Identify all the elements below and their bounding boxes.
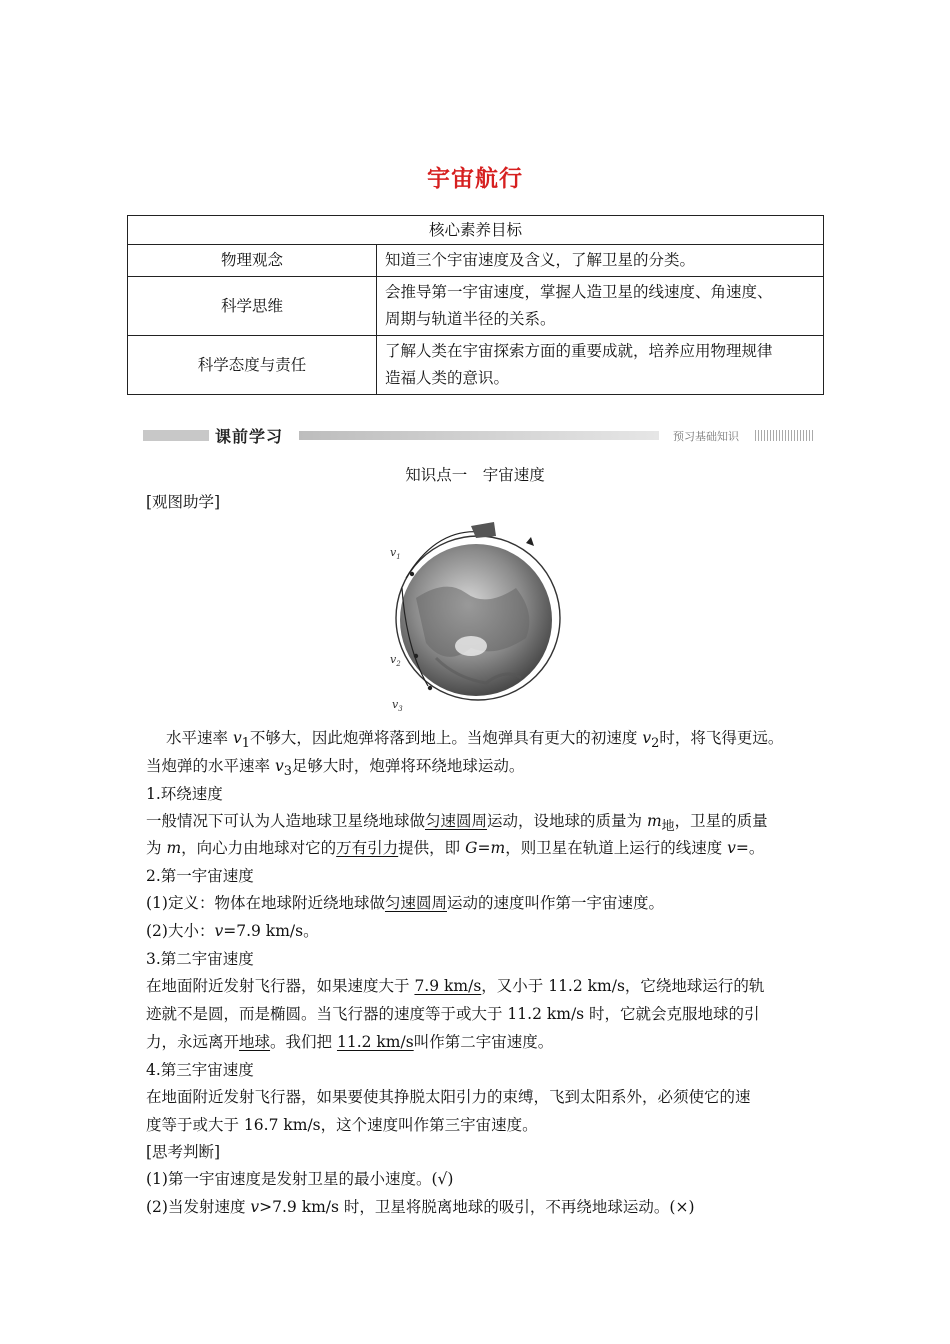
goal-label: 科学态度与责任 bbox=[128, 336, 377, 395]
heading-2: 2.第一宇宙速度 bbox=[146, 867, 254, 885]
paragraph-intro-2: 当炮弹的水平速率 $v_3$足够大时，炮弹将环绕地球运动。 bbox=[146, 757, 525, 780]
banner-left-bar bbox=[143, 430, 209, 441]
orbit-speed-line-2: 为 m，向心力由地球对它的万有引力提供，即 G=m，则卫星在轨道上运行的线速度 v=。 bbox=[146, 839, 765, 857]
earth-orbit-illustration bbox=[376, 518, 576, 718]
core-goals-table bbox=[127, 215, 824, 395]
first-speed-value: (2)大小：v=7.9 km/s。 bbox=[146, 922, 319, 940]
first-speed-definition: (1)定义：物体在地球附近绕地球做匀速圆周运动的速度叫作第一宇宙速度。 bbox=[146, 894, 664, 912]
orbit-figure bbox=[376, 518, 576, 718]
label-v2: $v_2$ bbox=[390, 653, 401, 668]
label-v1: $v_1$ bbox=[390, 546, 401, 561]
goal-text: 了解人类在宇宙探索方面的重要成就，培养应用物理规律 造福人类的意识。 bbox=[377, 336, 824, 395]
label-v3: $v_3$ bbox=[392, 698, 403, 713]
page-title: 宇宙航行 bbox=[427, 166, 523, 192]
heading-1: 1.环绕速度 bbox=[146, 785, 223, 803]
heading-4: 4.第三宇宙速度 bbox=[146, 1061, 254, 1079]
paragraph-intro-1: 水平速率 $v_1$不够大，因此炮弹将落到地上。当炮弹具有更大的初速度 $v_2$时，将飞得更远。 bbox=[166, 729, 784, 752]
banner-right-bar bbox=[299, 431, 659, 440]
goals-header: 核心素养目标 bbox=[128, 216, 824, 245]
second-speed-line-2: 迹就不是圆，而是椭圆。当飞行器的速度等于或大于 11.2 km/s 时，它就会克服地球的引 bbox=[146, 1005, 760, 1023]
goal-label: 科学思维 bbox=[128, 277, 377, 336]
third-speed-line-2: 度等于或大于 16.7 km/s，这个速度叫作第三宇宙速度。 bbox=[146, 1116, 538, 1134]
heading-3: 3.第二宇宙速度 bbox=[146, 950, 254, 968]
figure-guide-label: [观图助学] bbox=[146, 493, 221, 511]
goal-label: 物理观念 bbox=[128, 245, 377, 277]
banner-hatch bbox=[755, 430, 814, 441]
section-heading: 知识点一 宇宙速度 bbox=[405, 466, 545, 484]
section-banner bbox=[143, 424, 814, 448]
third-speed-line-1: 在地面附近发射飞行器，如果要使其挣脱太阳引力的束缚，飞到太阳系外，必须使它的速 bbox=[146, 1088, 751, 1106]
goal-text: 会推导第一宇宙速度，掌握人造卫星的线速度、角速度、 周期与轨道半径的关系。 bbox=[377, 277, 824, 336]
orbit-speed-line-1: 一般情况下可认为人造地球卫星绕地球做匀速圆周运动，设地球的质量为 $m_地$，卫星的质量 bbox=[146, 812, 768, 835]
think-judge-label: [思考判断] bbox=[146, 1143, 221, 1161]
judgement-1: (1)第一宇宙速度是发射卫星的最小速度。(√) bbox=[146, 1170, 454, 1188]
second-speed-line-3: 力，永远离开地球。我们把 11.2 km/s叫作第二宇宙速度。 bbox=[146, 1033, 554, 1051]
judgement-2: (2)当发射速度 v>7.9 km/s 时，卫星将脱离地球的吸引，不再绕地球运动。(×) bbox=[146, 1198, 695, 1216]
banner-label: 课前学习 bbox=[215, 427, 284, 446]
second-speed-line-1: 在地面附近发射飞行器，如果速度大于 7.9 km/s，又小于 11.2 km/s，它绕地球运行的轨 bbox=[146, 977, 765, 995]
banner-right-text: 预习基础知识 bbox=[673, 430, 739, 443]
goal-text: 知道三个宇宙速度及含义，了解卫星的分类。 bbox=[377, 245, 824, 277]
